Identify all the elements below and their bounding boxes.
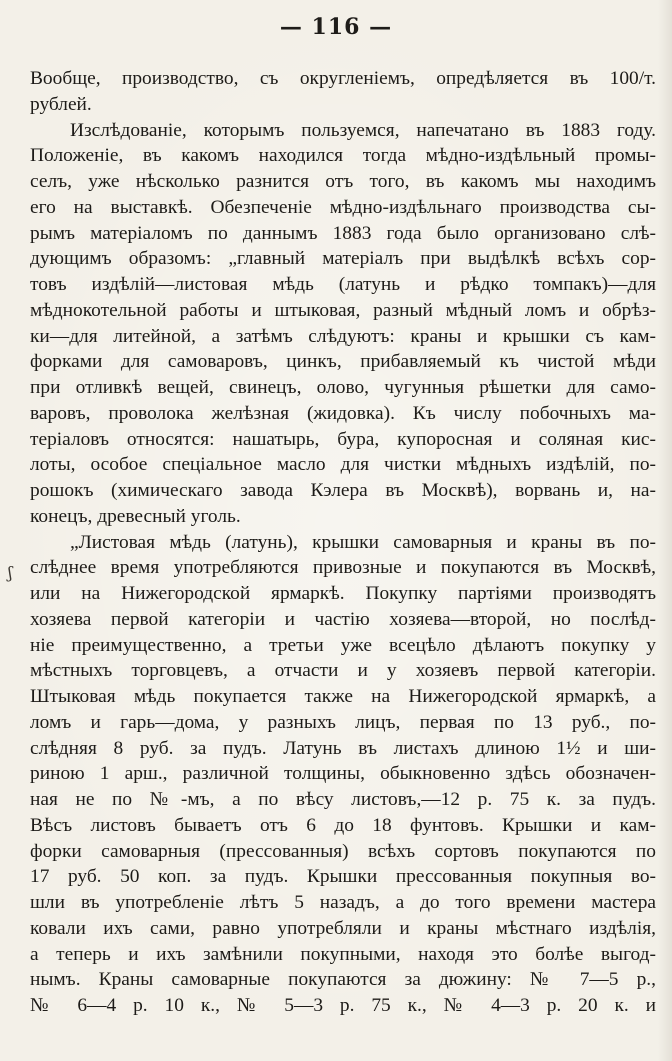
text-line-8: дующимъ образомъ: „главный матеріалъ при выдѣлкѣ всѣхъ сор- bbox=[30, 248, 656, 270]
text-line-10: мѣднокотельной работы и штыковая, разный мѣдный ломъ и обрѣз- bbox=[30, 299, 656, 321]
body-text bbox=[30, 66, 656, 1019]
text-line-18: конецъ, древесный уголь. bbox=[30, 505, 241, 527]
margin-pencil-mark: ʃ bbox=[8, 563, 13, 582]
text-line-19: „Листовая мѣдь (латунь), крышки самоварныя и краны въ по- bbox=[70, 531, 656, 553]
text-line-30: Вѣсъ листовъ бываетъ отъ 6 до 18 фунтовъ. Крышки и кам- bbox=[30, 814, 656, 836]
text-line-34: ковали ихъ сами, равно употребляли и краны мѣстнаго издѣлія, bbox=[30, 917, 656, 939]
text-line-4: Положеніе, въ какомъ находился тогда мѣдно-издѣльный промы- bbox=[30, 145, 656, 167]
text-line-5: селъ, уже нѣсколько разнится отъ того, въ какомъ мы находимъ bbox=[30, 171, 656, 192]
text-line-20: слѣднее время употребляются привозные и покупаются въ Москвѣ, bbox=[30, 557, 656, 579]
page-number: — 116 — bbox=[279, 14, 393, 40]
text-line-33: шли въ употребленіе лѣтъ 5 назадъ, а до того времени мастера bbox=[30, 892, 656, 913]
text-line-11: ки—для литейной, а затѣмъ слѣдуютъ: краны и крышки съ кам- bbox=[30, 325, 656, 347]
text-line-24: мѣстныхъ торговцевъ, а отчасти и у хозяевъ первой категоріи. bbox=[30, 660, 656, 682]
text-line-35: а теперь и ихъ замѣнили покупными, находя это болѣе выгод- bbox=[30, 943, 656, 965]
text-line-21: или на Нижегородской ярмаркѣ. Покупку партіями производятъ bbox=[30, 583, 656, 604]
text-line-16: лоты, особое спеціальное масло для чистки мѣдныхъ издѣлій, по- bbox=[30, 454, 656, 476]
text-line-37: № 6—4 р. 10 к., № 5—3 р. 75 к., № 4—3 р. 20 к. и bbox=[30, 995, 656, 1016]
text-line-3: Изслѣдованіе, которымъ пользуемся, напечатано въ 1883 году. bbox=[70, 119, 656, 141]
text-line-31: форки самоварныя (прессованныя) всѣхъ сортовъ покупаются по bbox=[30, 840, 656, 862]
text-line-23: ніе преимущественно, а третьи уже всецѣло дѣлаютъ покупку у bbox=[30, 634, 656, 656]
text-line-9: товъ издѣлій—листовая мѣдь (латунь и рѣдко томпакъ)—для bbox=[30, 274, 656, 295]
text-line-6: его на выставкѣ. Обезпеченіе мѣдно-издѣльнаго производства сы- bbox=[30, 196, 656, 218]
text-line-36: нымъ. Краны самоварные покупаются за дюжину: № 7—5 р., bbox=[30, 969, 656, 991]
text-line-28: риною 1 арш., различной толщины, обыкновенно здѣсь обозначен- bbox=[30, 763, 656, 785]
text-line-2: рублей. bbox=[30, 93, 92, 115]
text-line-26: ломъ и гарь—дома, у разныхъ лицъ, первая по 13 руб., по- bbox=[30, 711, 656, 733]
scan-edge-shadow bbox=[658, 0, 672, 1061]
text-line-7: рымъ матеріаломъ по даннымъ 1883 года было организовано слѣ- bbox=[30, 222, 656, 244]
text-line-25: Штыковая мѣдь покупается также на Нижегородской ярмаркѣ, а bbox=[30, 686, 656, 707]
text-line-1: Вообще, производство, съ округленіемъ, опредѣляется въ 100/т. bbox=[30, 68, 656, 89]
text-line-14: варовъ, проволока желѣзная (жидовка). Къ числу побочныхъ ма- bbox=[30, 402, 656, 424]
text-line-32: 17 руб. 50 коп. за пудъ. Крышки прессованныя покупныя во- bbox=[30, 866, 656, 888]
text-line-22: хозяева первой категоріи и частію хозяева—второй, но послѣд- bbox=[30, 608, 656, 630]
text-line-12: форками для самоваровъ, цинкъ, прибавляемый къ чистой мѣди bbox=[30, 351, 656, 373]
text-line-15: теріаловъ относятся: нашатырь, бура, купоросная и соляная кис- bbox=[30, 428, 656, 450]
text-line-17: рошокъ (химическаго завода Кэлера въ Москвѣ), ворвань и, на- bbox=[30, 480, 656, 501]
text-line-13: при отливкѣ вещей, свинецъ, олово, чугунныя рѣшетки для само- bbox=[30, 377, 656, 398]
text-line-27: слѣдняя 8 руб. за пудъ. Латунь въ листахъ длиною 1½ и ши- bbox=[30, 737, 656, 759]
text-line-29: ная не по №-мъ, а по вѣсу листовъ,—12 р. 75 к. за пудъ. bbox=[30, 789, 656, 810]
